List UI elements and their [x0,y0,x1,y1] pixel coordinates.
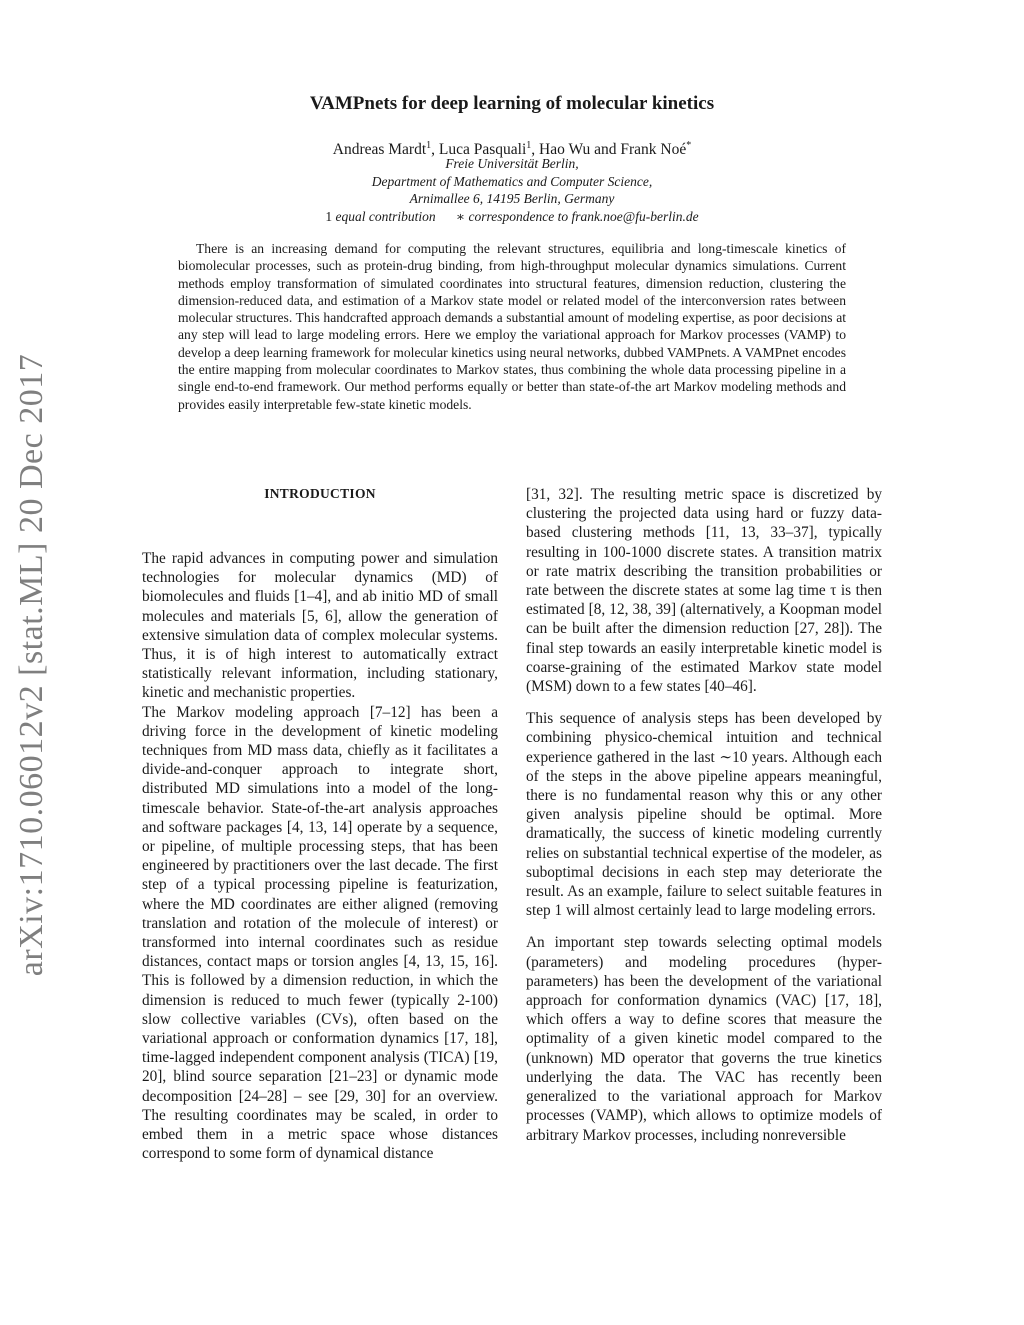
right-column [526,485,882,1145]
arxiv-identifier-stamp [8,345,56,985]
author-name: Andreas Mardt [332,141,427,159]
author-name: Frank Noé [620,141,687,159]
correspondence-mark: ∗ [455,208,466,224]
affiliation-block [0,155,1024,225]
correspondence-note: correspondence to frank.noe@fu-berlin.de [468,208,699,224]
paragraph: [31, 32]. The resulting metric space is discretized by clustering the projected data using hard or fuzzy data-based clustering methods [11, 13, 33–37], typically resulting in 100-1000 discrete states. A transition matrix or rate matrix describing the transition probabilities or rate between the discrete states at some lag time τ is then estimated [8, 12, 38, 39] (alternatively, a Koopman model can be built after the dimension reduction [27, 28]). The final step towards an easily interpretable kinetic model is coarse-graining of the estimated Markov state model (MSM) down to a few states [40–46]. [526,486,882,696]
author-mark: 1 [426,140,432,151]
paper-title: VAMPnets for deep learning of molecular kinetics [309,93,715,114]
affiliation-line: Department of Mathematics and Computer Science, [371,173,653,189]
affiliation-line: Freie Universität Berlin, [445,156,579,171]
author-list: Andreas Mardt$^1$, Luca Pasquali$^1$, Hao Wu and Frank Noé* [332,140,692,159]
equal-contribution-note: equal contribution [335,208,436,224]
author-name: Hao Wu [539,141,591,159]
equal-contribution-mark: 1 [325,208,333,224]
author-mark: * [686,140,692,151]
section-heading-introduction: INTRODUCTION [264,486,376,501]
paragraph: The rapid advances in computing power and simulation technologies for molecular dynamics (MD) of biomolecules and fluids [1–4], and ab initio MD of small molecules and materials [5, 6], allow the generation of extensive simulation data of complex molecular systems. Thus, it is of high interest to automatically extract statistically relevant information, including stationary, kinetic and mechanistic properties. [142,550,498,702]
arxiv-identifier-text: arXiv:1710.06012v2 [stat.ML] 20 Dec 2017 [13,353,50,977]
author-notes [0,208,1024,226]
author-mark: 1 [526,140,532,151]
left-column [142,485,498,1164]
paragraph: The Markov modeling approach [7–12] has been a driving force in the development of kinetic modeling techniques from MD mass data, chiefly as it facilitates a divide-and-conquer approach to integrate short, distributed MD simulations into a model of the long-timescale behavior. State-of-the-art analysis approaches and software packages [4, 13, 14] operate by a sequence, or pipeline, of multiple processing steps, that has been engineered by practitioners over the last decade. The first step of a typical processing pipeline is featurization, where the MD coordinates are either aligned (removing translation and rotation of the molecule of interest) or transformed into internal coordinates such as residue distances, contact maps or torsion angles [4, 13, 15, 16]. This is followed by a dimension reduction, in which the dimension is reduced to much fewer (typically 2-100) slow collective variables (CVs), often based on the variational approach or conformation dynamics [17, 18], time-lagged independent component analysis (TICA) [19, 20], blind source separation [21–23] or dynamic mode decomposition [24–28] – see [29, 30] for an overview. The resulting coordinates may be scaled, in order to embed them in a metric space whose distances correspond to some form of dynamical distance [142,703,498,1163]
affiliation-line: Arnimallee 6, 14195 Berlin, Germany [409,191,615,206]
author-name: Luca Pasquali [438,141,527,159]
abstract: There is an increasing demand for computing the relevant structures, equilibria and long-timescale kinetics of biomolecular processes, such as protein-drug binding, from high-throughput molecular dynamics simulations. Current methods employ transformation of simulated coordinates into structural features, dimension reduction, clustering the dimension-reduced data, and estimation of a Markov state model or related model of the interconversion rates between molecular structures. This handcrafted approach demands a substantial amount of modeling expertise, as poor decisions at any step will lead to large modeling errors. Here we employ the variational approach for Markov processes (VAMP) to develop a deep learning framework for molecular kinetics using neural networks, dubbed VAMPnets. A VAMPnet encodes the entire mapping from molecular coordinates to Markov states, thus combining the whole data processing pipeline in a single end-to-end framework. Our method performs equally or better than state-of-the art Markov modeling methods and provides easily interpretable few-state kinetic models. [178,241,846,412]
paragraph: An important step towards selecting optimal models (parameters) and modeling procedures (hyper-parameters) has been the development of the variational approach for conformation dynamics (VAC) [17, 18], which offers a way to define scores that measure the optimality of a given kinetic model compared to the (unknown) MD operator that governs the true kinetics underlying the data. The VAC has recently been generalized to the variational approach for Markov processes (VAMP), which allows to optimize models of arbitrary Markov processes, including nonreversible [526,934,882,1144]
paragraph: This sequence of analysis steps has been developed by combining physico-chemical intuition and technical experience gathered in the last ∼10 years. Although each of the steps in the above pipeline appears meaningful, there is no fundamental reason why this or any other given analysis pipeline should be optimal. More dramatically, the success of kinetic modeling currently relies on substantial technical expertise of the modeler, as suboptimal decisions in each step may deteriorate the result. As an example, failure to select suitable features in step 1 will almost certainly lead to large modeling errors. [526,710,882,920]
